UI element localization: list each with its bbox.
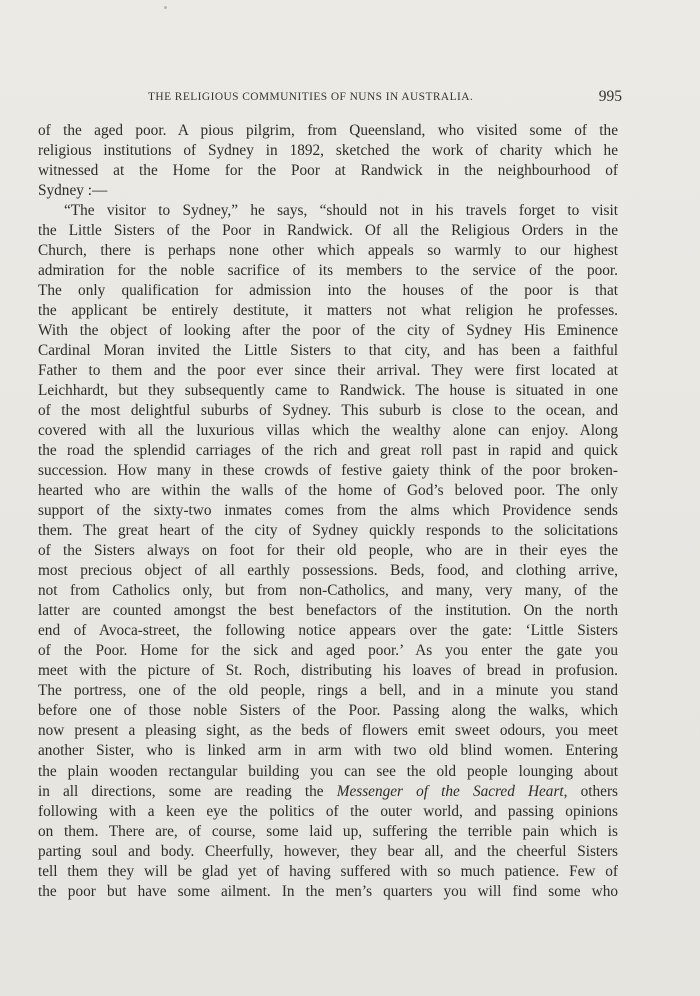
text-line: the poor but have some ailment. In the men’s quarters you will find some who — [38, 882, 618, 900]
text-line: Leichhardt, but they subsequently came to Randwick. The house is situated in one — [38, 382, 618, 400]
text-line: end of Avoca-street, the following notice appears over the gate: ‘Little Sisters — [38, 622, 618, 640]
text-line: parting soul and body. Cheerfully, however, they bear all, and the cheerful Sisters — [38, 842, 618, 860]
body-text — [38, 121, 618, 902]
text-line: before one of those noble Sisters of the Poor. Passing along the walks, which — [38, 702, 618, 720]
text-line: them. The great heart of the city of Sydney quickly responds to the solicitations — [38, 522, 618, 540]
text-line: in all directions, some are reading the Messenger of the Sacred Heart, others — [38, 782, 618, 800]
page-header — [38, 88, 622, 108]
text-line: succession. How many in these crowds of festive gaiety think of the poor broken- — [38, 462, 618, 480]
text-line: on them. There are, of course, some laid up, suffering the terrible pain which is — [38, 822, 618, 840]
text-line: religious institutions of Sydney in 1892, sketched the work of charity which he — [38, 142, 618, 160]
text-line: Church, there is perhaps none other which appeals so warmly to our highest — [38, 242, 618, 260]
text-line: following with a keen eye the politics of the outer world, and passing opinions — [38, 802, 618, 820]
running-title: THE RELIGIOUS COMMUNITIES OF NUNS IN AUSTRALIA. — [148, 91, 474, 103]
text-line: With the object of looking after the poor of the city of Sydney His Eminence — [38, 322, 618, 340]
text-line: “The visitor to Sydney,” he says, “should not in his travels forget to visit — [64, 202, 618, 220]
text-line: not from Catholics only, but from non-Catholics, and many, very many, of the — [38, 582, 618, 600]
text-line: The only qualification for admission into the houses of the poor is that — [38, 282, 618, 300]
text-line: meet with the picture of St. Roch, distributing his loaves of bread in profusion. — [38, 662, 618, 680]
text-line: Sydney :— — [38, 182, 108, 200]
text-line: now present a pleasing sight, as the beds of flowers emit sweet odours, you meet — [38, 722, 618, 740]
page-number: 995 — [598, 88, 622, 105]
paper-speck — [164, 6, 167, 9]
text-line: covered with all the luxurious villas which the wealthy alone can enjoy. Along — [38, 422, 618, 440]
text-line: most precious object of all earthly possessions. Beds, food, and clothing arrive, — [38, 562, 618, 580]
text-line: of the Poor. Home for the sick and aged poor.’ As you enter the gate you — [38, 642, 618, 660]
text-line: latter are counted amongst the best benefactors of the institution. On the north — [38, 602, 618, 620]
text-line: support of the sixty-two inmates comes from the alms which Providence sends — [38, 502, 618, 520]
text-line: hearted who are within the walls of the home of God’s beloved poor. The only — [38, 482, 618, 500]
text-line: The portress, one of the old people, rings a bell, and in a minute you stand — [38, 682, 618, 700]
text-line: the applicant be entirely destitute, it matters not what religion he professes. — [38, 302, 618, 320]
text-line: admiration for the noble sacrifice of its members to the service of the poor. — [38, 262, 618, 280]
text-line: of the Sisters always on foot for their old people, who are in their eyes the — [38, 542, 618, 560]
text-line: Cardinal Moran invited the Little Sisters to that city, and has been a faithful — [38, 342, 618, 360]
text-line: another Sister, who is linked arm in arm with two old blind women. Entering — [38, 742, 618, 760]
text-line: Father to them and the poor ever since their arrival. They were first located at — [38, 362, 618, 380]
text-line: witnessed at the Home for the Poor at Randwick in the neighbourhood of — [38, 162, 618, 180]
text-line: the Little Sisters of the Poor in Randwick. Of all the Religious Orders in the — [38, 222, 618, 240]
text-line: the road the splendid carriages of the rich and great roll past in rapid and quick — [38, 442, 618, 460]
text-line: of the most delightful suburbs of Sydney. This suburb is close to the ocean, and — [38, 402, 618, 420]
periodical-title: Messenger of the Sacred Heart — [336, 782, 564, 800]
text-line: the plain wooden rectangular building you can see the old people lounging about — [38, 762, 618, 780]
text-line: tell them they will be glad yet of having suffered with so much patience. Few of — [38, 862, 618, 880]
text-line: of the aged poor. A pious pilgrim, from Queensland, who visited some of the — [38, 122, 618, 139]
